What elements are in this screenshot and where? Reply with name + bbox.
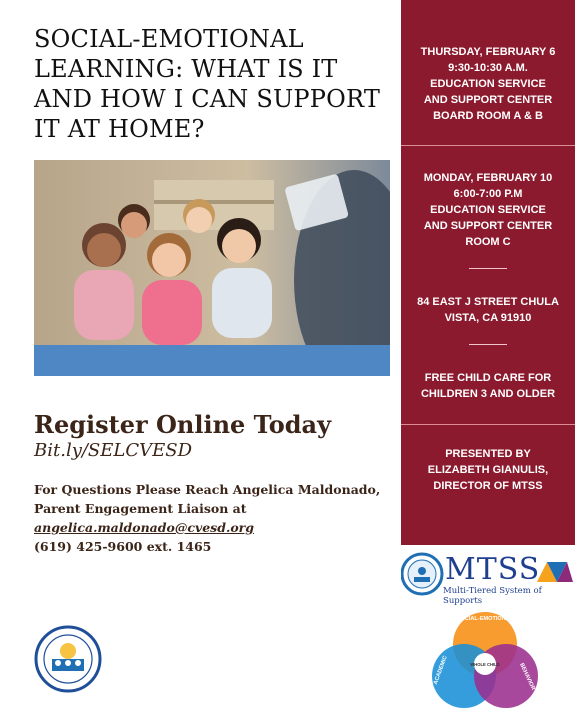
session-1 — [401, 44, 575, 124]
session-1-venue: EDUCATION SERVICE — [430, 78, 546, 90]
presenter-line-3: DIRECTOR OF MTSS — [433, 480, 543, 492]
session-1-venue2: AND SUPPORT CENTER — [423, 94, 553, 106]
contact-line-2: Parent Engagement Liaison at — [34, 501, 247, 516]
session-2-room: ROOM C — [465, 236, 511, 248]
contact-phone: (619) 425-9600 ext. 1465 — [34, 539, 212, 554]
session-2-venue: EDUCATION SERVICE — [430, 204, 546, 216]
address-line-1: 84 EAST J STREET CHULA — [417, 296, 559, 308]
district-seal-icon — [402, 554, 442, 594]
mtss-word: MTSS — [445, 552, 541, 587]
session-2-date: MONDAY, FEBRUARY 10 — [423, 172, 553, 184]
contact-info — [34, 480, 399, 556]
sidebar-divider — [469, 268, 507, 269]
childcare — [401, 370, 575, 402]
session-2 — [401, 170, 575, 250]
venn-label-behavior: BEHAVIOR — [518, 662, 536, 692]
venn-label-academic: ACADEMIC — [432, 655, 449, 686]
address — [401, 294, 575, 326]
session-1-room: BOARD ROOM A & B — [433, 110, 543, 122]
presenter-line-1: PRESENTED BY — [445, 448, 531, 460]
sidebar-divider — [469, 344, 507, 345]
children-photo — [34, 160, 390, 376]
register-url[interactable]: Bit.ly/SELCVESD — [34, 440, 193, 461]
sidebar-divider — [401, 145, 575, 146]
session-1-date: THURSDAY, FEBRUARY 6 — [420, 46, 556, 58]
sidebar-divider — [401, 424, 575, 425]
presenter-line-2: ELIZABETH GIANULIS, — [427, 464, 549, 476]
mtss-triangle-icon — [537, 562, 573, 582]
mtss-subtitle: Multi-Tiered System of Supports — [443, 586, 542, 606]
venn-diagram-icon — [420, 606, 550, 714]
venn-label-social-emotional: SOCIAL-EMOTIONAL — [456, 616, 514, 622]
session-1-time: 9:30-10:30 A.M. — [448, 62, 528, 74]
district-seal-icon — [34, 625, 102, 693]
contact-line-1: For Questions Please Reach Angelica Maldonado, — [34, 482, 381, 497]
flyer-title: SOCIAL-EMOTIONAL LEARNING: WHAT IS IT AND HOW I CAN SUPPORT IT AT HOME? — [34, 25, 381, 143]
session-2-time: 6:00-7:00 P.M — [453, 188, 523, 200]
childcare-line-2: CHILDREN 3 AND OLDER — [420, 388, 556, 400]
contact-email[interactable]: angelica.maldonado@cvesd.org — [34, 520, 254, 535]
session-2-venue2: AND SUPPORT CENTER — [423, 220, 553, 232]
childcare-line-1: FREE CHILD CARE FOR — [424, 372, 552, 384]
register-heading: Register Online Today — [34, 410, 332, 439]
presenter — [401, 446, 575, 494]
address-line-2: VISTA, CA 91910 — [444, 312, 532, 324]
venn-label-whole-child: WHOLE CHILD — [470, 662, 500, 667]
